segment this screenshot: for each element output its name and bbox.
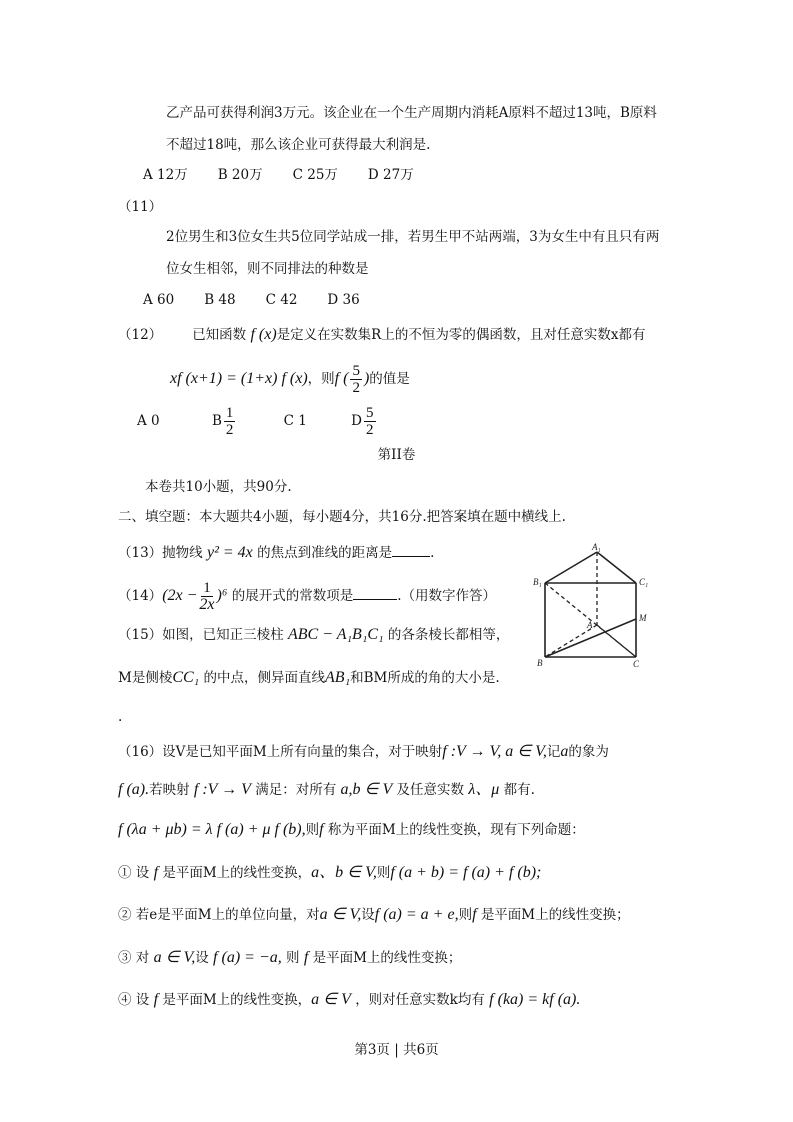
page-footer: 第3页 | 共6页 (354, 1042, 439, 1058)
q12-pre: 已知函数 (192, 327, 247, 343)
q12-tail: 的值是 (369, 371, 410, 387)
text: 则 (458, 907, 473, 923)
q16-l2c: 及任意实数 (396, 782, 465, 798)
denominator: 2 (225, 422, 234, 438)
q11-options (143, 290, 390, 310)
q14-b: )⁶ (216, 587, 228, 604)
stray-dot: . (118, 709, 123, 725)
option-b: B (211, 413, 222, 429)
option-d: D 36 (327, 292, 360, 308)
q14 (118, 578, 496, 614)
q14-pre: （14） (118, 588, 163, 604)
text: 设 (361, 907, 375, 923)
q10-options (143, 165, 444, 185)
section-heading: 二、填空题：本大题共4小题，每小题4分，共16分.把答案填在题中横线上. (118, 509, 566, 525)
q16-l3f: f (319, 821, 324, 838)
q16-l2m2: f :V → V (193, 781, 251, 798)
option-d: D (351, 413, 362, 429)
math: f (472, 906, 477, 923)
math: f (a) = a + e, (374, 906, 459, 923)
q16-l1c: a (560, 743, 569, 760)
part2-intro: 本卷共10小题，共90分. (145, 479, 292, 495)
q16-l2m: f (a). (118, 781, 150, 798)
q12-equation: xf (x+1) = (1+x) f (x) (170, 370, 308, 387)
option-c: C 1 (283, 413, 307, 429)
text: 是平面M上的线性变换， (162, 865, 312, 881)
q15-equation: ABC − A₁B₁C₁ (287, 626, 384, 643)
q16-line1 (118, 742, 609, 762)
numerator: 5 (352, 363, 360, 379)
q15-a: M是侧棱 (118, 670, 173, 686)
text: 设 (195, 950, 209, 966)
option-b: B 48 (204, 292, 236, 308)
q13-equation: y² = 4x (206, 544, 253, 561)
q14-end: .（用数字作答） (397, 588, 497, 604)
label-a: A (587, 620, 593, 630)
fraction (350, 363, 362, 396)
q12-then: ，则 (307, 371, 335, 387)
prism-figure (525, 540, 655, 675)
q16-line3 (118, 820, 585, 840)
q16-l2a: 若映射 (149, 782, 190, 798)
text: 对 (135, 950, 150, 966)
circled-number: ③ (118, 950, 132, 966)
label-b1: B₁ (533, 577, 542, 587)
option-a: A 0 (137, 413, 160, 429)
math: f (a + b) = f (a) + f (b); (390, 864, 542, 881)
text: 是平面M上的线性变换； (312, 950, 462, 966)
q16-l2m3: a,b ∈ V (340, 781, 393, 798)
option-b: B 20万 (217, 167, 263, 183)
math: f (153, 991, 159, 1008)
q15-post: 的各条棱长都相等， (387, 627, 510, 643)
math: f (ka) = kf (a). (489, 991, 581, 1008)
q16-l1m: f :V → V, a ∈ V, (442, 743, 547, 760)
q12-number: （12） (118, 327, 163, 343)
label-b: B (537, 658, 543, 668)
q12-fx: f (x) (250, 326, 277, 343)
math: a ∈ V, (319, 906, 362, 923)
text: 则 (286, 950, 300, 966)
q12-close: ) (363, 370, 370, 387)
fraction (364, 405, 376, 438)
label-c1: C₁ (639, 577, 649, 587)
q15-c: 和BM所成的角的大小是. (350, 670, 500, 686)
math: a ∈ V, (153, 949, 196, 966)
q11-line1: 2位男生和3位女生共5位同学站成一排，若男生甲不站两端，3为女生中有且只有两 (166, 229, 660, 245)
q15-b: 的中点，侧异面直线 (203, 670, 326, 686)
label-c: C (633, 659, 640, 669)
denominator: 2 (366, 422, 374, 438)
text: 设 (135, 992, 150, 1008)
q16-l2b: 满足：对所有 (255, 782, 337, 798)
answer-blank[interactable] (353, 585, 397, 600)
circled-number: ② (118, 907, 132, 923)
text: 是平面M上的线性变换， (162, 992, 312, 1008)
q11-line2: 位女生相邻，则不同排法的种数是 (166, 261, 369, 277)
q16-l3m: f (λa + μb) = λ f (a) + μ f (b), (118, 821, 306, 838)
q16-l3b: 称为平面M上的线性变换，现有下列命题： (327, 822, 585, 838)
q15-pre: （15）如图，已知正三棱柱 (118, 627, 284, 643)
q12-line2 (170, 362, 410, 396)
text: 则 (376, 865, 391, 881)
option-c: C 42 (265, 292, 298, 308)
q16-line2 (118, 780, 535, 800)
proposition-3 (118, 948, 461, 968)
q16-l3a: 则 (305, 822, 320, 838)
q15-line2 (118, 668, 500, 688)
answer-blank[interactable] (392, 542, 430, 557)
q15-cc: CC₁ (172, 669, 200, 686)
q16-l2m4: λ、μ (468, 781, 500, 798)
text: 若e是平面M上的单位向量，对 (135, 907, 320, 923)
fraction (224, 405, 236, 438)
edge-b1a1 (545, 552, 597, 583)
q13-end: . (430, 545, 435, 561)
q13-post: 的焦点到准线的距离是 (257, 545, 393, 561)
text: ，则对任意实数k均有 (355, 992, 485, 1008)
proposition-2 (118, 905, 630, 925)
label-m: M (639, 613, 647, 623)
q13 (118, 542, 434, 563)
q13-pre: （13）抛物线 (118, 545, 203, 561)
part2-title: 第II卷 (377, 447, 416, 463)
q15-line1 (118, 625, 509, 645)
option-a: A 60 (143, 292, 175, 308)
numerator: 1 (203, 580, 211, 596)
option-d: D 27万 (367, 167, 414, 183)
numerator: 1 (225, 405, 234, 421)
proposition-4 (118, 990, 580, 1010)
fraction (199, 580, 214, 613)
label-a1: A₁ (592, 542, 601, 552)
text: 是平面M上的线性变换； (480, 907, 630, 923)
text: 设 (135, 865, 150, 881)
q16-l1d: 的象为 (568, 744, 609, 760)
q10-line2: 不超过18吨，那么该企业可获得最大利润是. (166, 137, 431, 153)
q12-line1 (118, 325, 645, 345)
q12-options (137, 404, 378, 438)
circled-number: ④ (118, 992, 132, 1008)
q12-f: f ( (334, 370, 349, 387)
q14-a: (2x − (162, 587, 198, 604)
math: a、b ∈ V, (311, 864, 377, 881)
edge-a1c1 (597, 552, 636, 583)
q11-number: （11） (118, 199, 163, 215)
q16-l1b: 记 (546, 744, 561, 760)
option-a: A 12万 (143, 167, 188, 183)
circled-number: ① (118, 865, 132, 881)
math: f (303, 949, 309, 966)
math: f (153, 864, 159, 881)
q16-l2d: 都有. (503, 782, 535, 798)
q16-l1a: （16）设V是已知平面M上所有向量的集合，对于映射 (118, 744, 443, 760)
numerator: 5 (366, 405, 374, 421)
math: a ∈ V (311, 991, 351, 1008)
q12-post: 是定义在实数集R上的不恒为零的偶函数，且对任意实数x都有 (276, 327, 646, 343)
q10-line1: 乙产品可获得利润3万元。该企业在一个生产周期内消耗A原料不超过13吨，B原料 (166, 105, 657, 121)
q14-post: 的展开式的常数项是 (231, 588, 354, 604)
denominator: 2 (352, 380, 360, 396)
option-c: C 25万 (292, 167, 338, 183)
denominator: 2x (199, 596, 215, 613)
proposition-1 (118, 863, 541, 883)
q15-ab: AB₁ (325, 669, 351, 686)
math: f (a) = −a, (213, 949, 282, 966)
